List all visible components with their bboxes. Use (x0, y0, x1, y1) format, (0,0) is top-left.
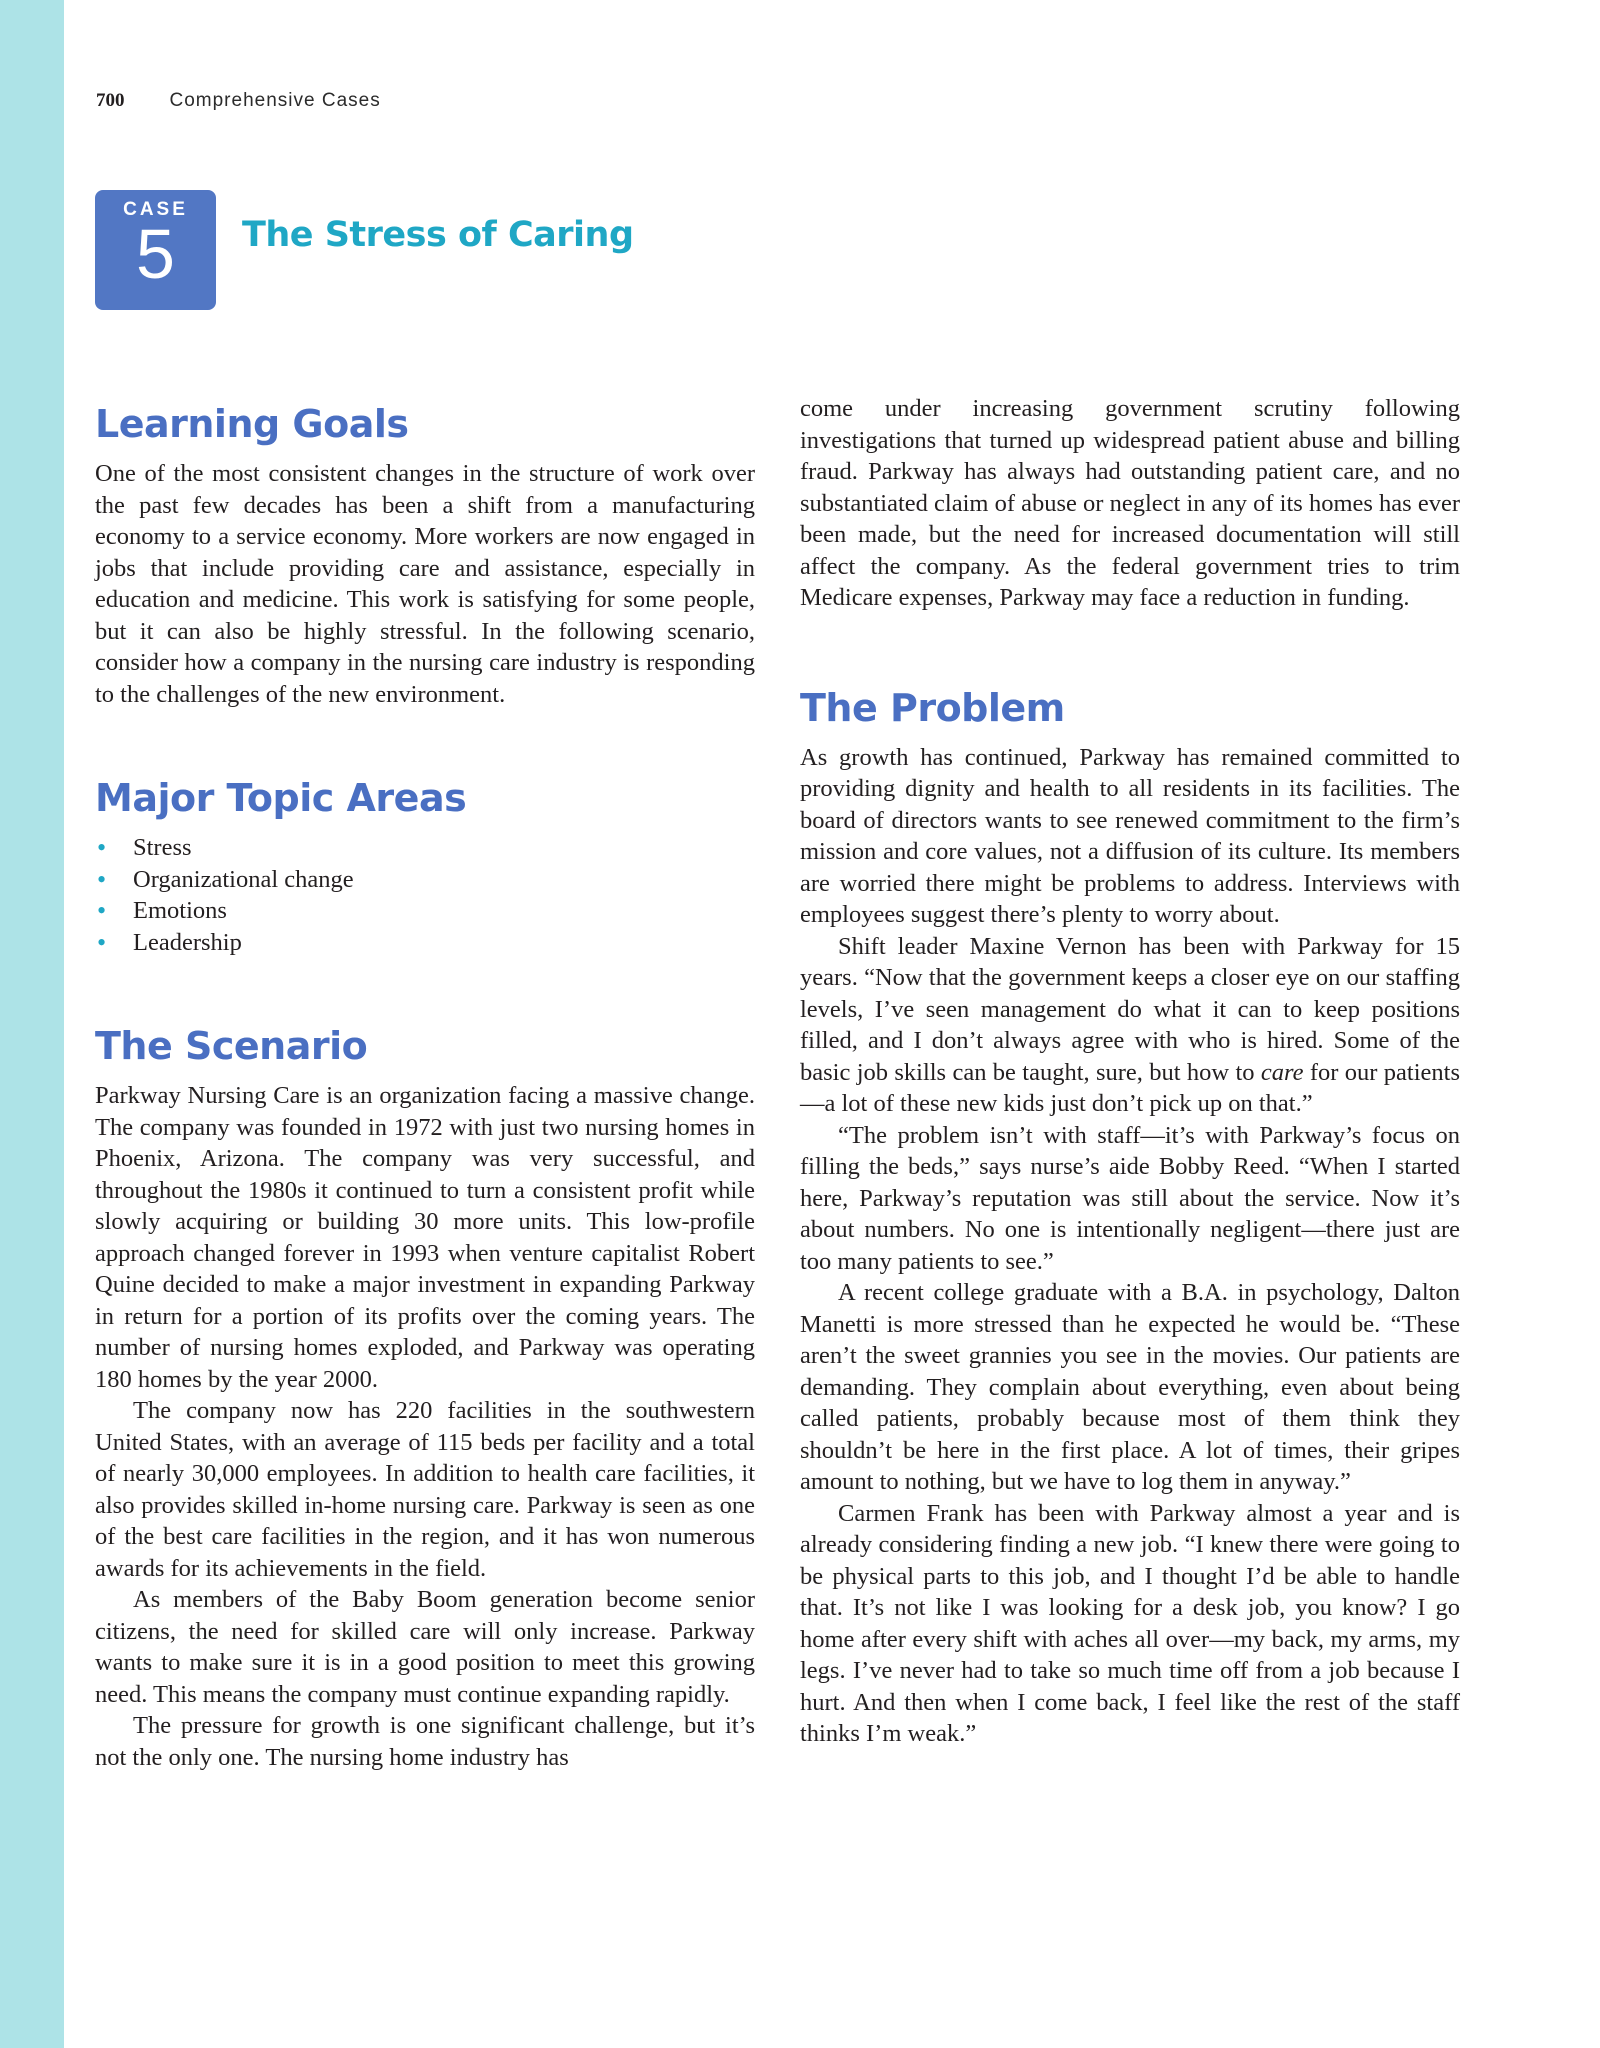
right-column (800, 393, 1460, 1750)
problem-heading: The Problem (800, 685, 1065, 730)
scenario-continuation: come under increasing government scrutiny following investigations that turned up widespread patient abuse and billing fraud. Parkway has always had outstanding patient care, and no substantiated claim of abuse or neglect in any of its homes has ever been made, but the need for increased documentation will still affect the company. As the federal government tries to trim Medicare expenses, Parkway may face a reduction in funding. (800, 395, 1460, 611)
case-title: The Stress of Caring (242, 215, 634, 255)
bullet-icon: • (97, 833, 107, 862)
scenario-paragraph: The pressure for growth is one significant challenge, but it’s not the only one. The nursing home industry has (95, 1712, 755, 1771)
case-label: CASE (123, 199, 188, 220)
page-number: 700 (96, 90, 125, 111)
topic-label: Organizational change (133, 865, 354, 893)
left-column (95, 380, 755, 1773)
list-item (95, 832, 755, 864)
topic-label: Leadership (133, 928, 242, 956)
topic-label: Emotions (133, 897, 227, 924)
problem-paragraph: “The problem isn’t with staff—it’s with Parkway’s focus on filling the beds,” says nurse’s aide Bobby Reed. “When I started here, Parkway’s reputation was still about the service. Now it’s about numbers. No one is intentionally negligent—there just are too many patients to see.” (800, 1121, 1460, 1275)
topic-areas-list (95, 832, 755, 958)
case-badge (95, 190, 216, 310)
case-number: 5 (136, 215, 175, 293)
running-head (96, 89, 381, 112)
running-title: Comprehensive Cases (169, 90, 381, 111)
learning-goals-paragraph: One of the most consistent changes in the structure of work over the past few decades has been a shift from a manufacturing economy to a service economy. More workers are now engaged in jobs that include providing care and assistance, especially in education and medicine. This work is satisfying for some people, but it can also be highly stressful. In the following scenario, consider how a company in the nursing care industry is responding to the challenges of the new environment. (95, 460, 755, 708)
quote-text: for our patients—a lot of these new kids just don’t pick up on that.” (800, 1058, 1461, 1117)
problem-paragraph (800, 931, 1460, 1120)
problem-paragraph: Carmen Frank has been with Parkway almost a year and is already considering finding a new job. “I knew there were going to be physical parts to this job, and I thought I’d be able to handle that. It’s not like I was looking for a desk job, you know? I go home after every shift with aches all over—my back, my arms, my legs. I’ve never had to take so much time off from a job because I hurt. And then when I come back, I feel like the rest of the staff thinks I’m weak.” (800, 1499, 1460, 1747)
bullet-icon: • (97, 864, 107, 894)
quote-text: Shift leader Maxine Vernon has been with Parkway for 15 years. “Now that the government keeps a closer eye on our staffing levels, I’ve seen management do what it can to keep positions filled, and I don’t always agree with who is hired. Some of the basic job skills can be taught, sure, but how to (800, 932, 1460, 1086)
bullet-icon: • (97, 927, 107, 957)
scenario-heading: The Scenario (95, 1024, 368, 1068)
topic-areas-heading: Major Topic Areas (95, 776, 467, 820)
list-item (95, 927, 755, 959)
scenario-paragraph: Parkway Nursing Care is an organization facing a massive change. The company was founded in 1972 with just two nursing homes in Phoenix, Arizona. The company was very successful, and throughout the 1980s it continued to turn a consistent profit while slowly acquiring or building 30 more units. This low-profile approach changed forever in 1993 when venture capitalist Robert Quine decided to make a major investment in expanding Parkway in return for a portion of its profits over the coming years. The number of nursing homes exploded, and Parkway was operating 180 homes by the year 2000. (95, 1082, 755, 1393)
problem-paragraph: A recent college graduate with a B.A. in psychology, Dalton Manetti is more stressed than he expected he would be. “These aren’t the sweet grannies you see in the movies. Our patients are demanding. They complain about everything, even about being called patients, probably because most of them think they shouldn’t be here in the first place. A lot of times, their gripes amount to nothing, but we have to log them in anyway.” (800, 1279, 1460, 1495)
side-color-strip (0, 0, 64, 2048)
emphasis-text: care (1260, 1058, 1304, 1086)
learning-goals-heading: Learning Goals (95, 402, 409, 446)
bullet-icon: • (97, 896, 107, 925)
scenario-paragraph: As members of the Baby Boom generation become senior citizens, the need for skilled care will only increase. Parkway wants to make sure it is in a good position to meet this growing need. This means the company must continue expanding rapidly. (95, 1586, 755, 1708)
list-item (95, 864, 755, 896)
problem-paragraph: As growth has continued, Parkway has remained committed to providing dignity and health to all residents in its facilities. The board of directors wants to see renewed commitment to the firm’s mission and core values, not a diffusion of its culture. Its members are worried there might be problems to address. Interviews with employees suggest there’s plenty to worry about. (800, 743, 1460, 928)
list-item (95, 895, 755, 927)
scenario-paragraph: The company now has 220 facilities in the southwestern United States, with an average of 115 beds per facility and a total of nearly 30,000 employees. In addition to health care facilities, it also provides skilled in-home nursing care. Parkway is seen as one of the best care facilities in the region, and it has won numerous awards for its achievements in the field. (95, 1397, 755, 1582)
topic-label: Stress (133, 834, 192, 861)
